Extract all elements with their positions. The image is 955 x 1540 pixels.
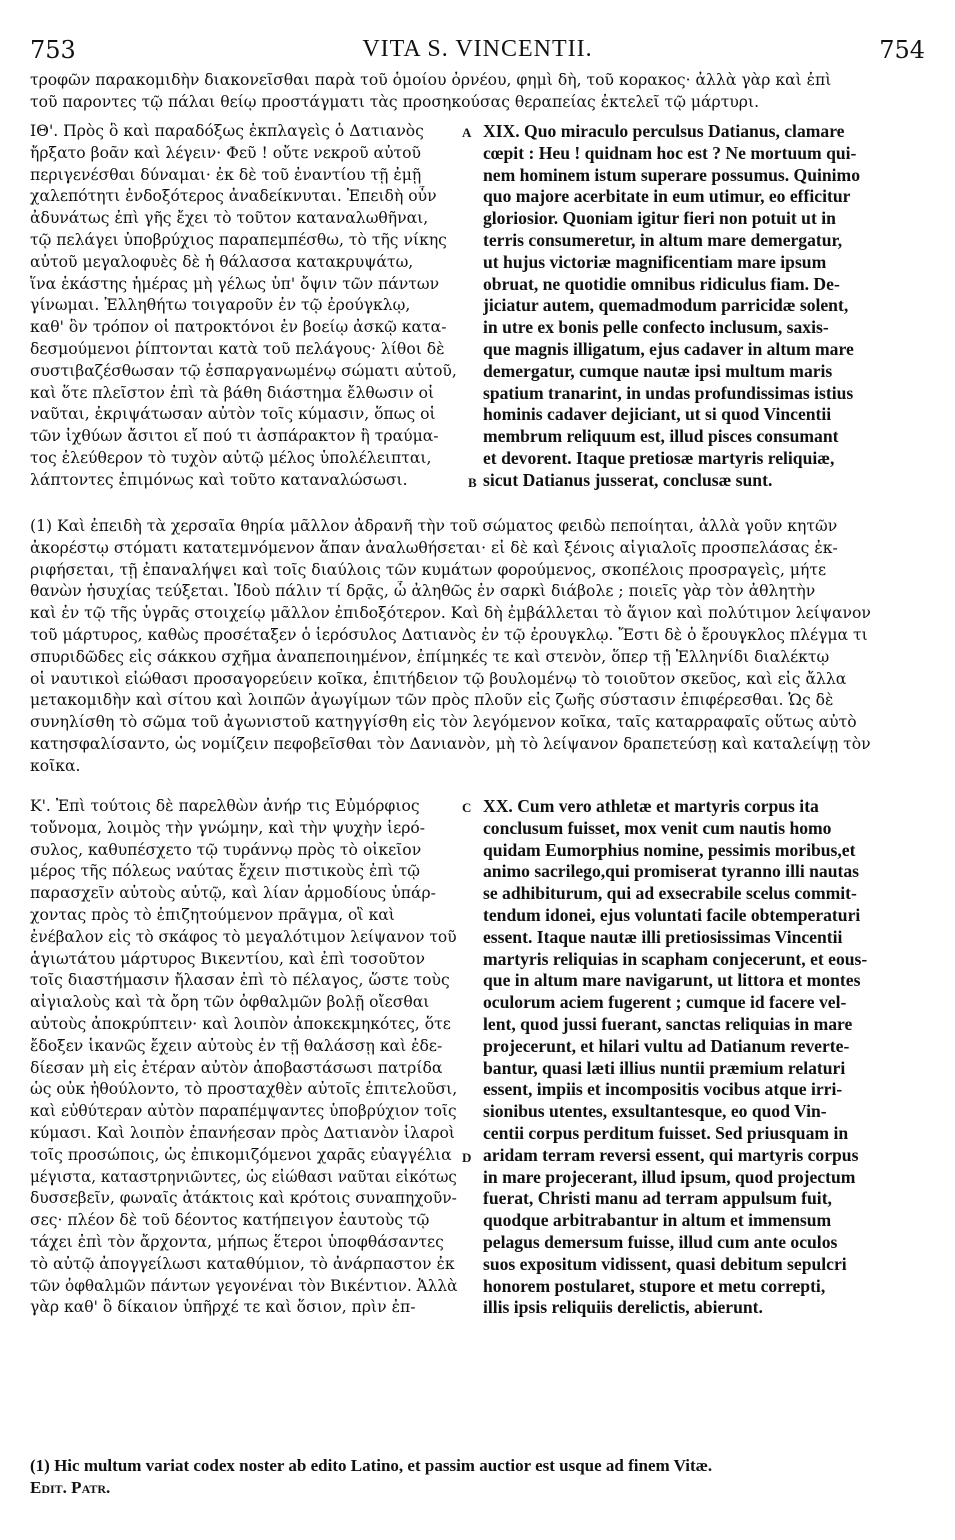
text-line: ἁγιωτάτου μάρτυρος Βικεντίου, καὶ ἐπὶ τοσοῦτον: [30, 949, 425, 968]
text-line: quo majore acerbitate in eum utimur, eo efficitur: [483, 186, 851, 207]
text-line: ἤρξατο βοᾶν καὶ λέγειν· Φεῦ ! οὔτε νεκροῦ αὐτοῦ: [30, 143, 422, 162]
text-line: χοντας πρὸς τὸ ἐπιζητούμενον πρᾶγμα, οἳ καὶ: [30, 905, 395, 924]
text-line: fuerat, Christi manu ad terram appulsum fuit,: [483, 1188, 832, 1209]
text-line: ἔδοξεν ἱκανῶς ἔχειν αὐτοὺς ἐν τῇ θαλάσσῃ καὶ ἐδε-: [30, 1036, 443, 1055]
text-line: συστιβαζέσθωσαν τῷ ἐσπαργανωμένῳ σώματι αὐτοῦ,: [30, 361, 457, 380]
text-line: αὐτοὺς ἀποκρύπτειν· καὶ λοιπὸν ἀποκεκμηκότες, ὅτε: [30, 1014, 451, 1033]
text-line: oculorum aciem fugerent ; cumque id facere vel-: [483, 992, 847, 1013]
text-line: in utre ex bonis pelle confecto inclusum, saxis-: [483, 317, 829, 338]
text-line: τροφῶν παρακομιδὴν διακονεῖσθαι παρὰ τοῦ ὁμοίου ὀρνέου, φημὶ δὴ, τοῦ κορακος· ἀλλὰ γὰρ καὶ ἐπὶ: [30, 71, 832, 89]
text-line: τῷ πελάγει ὑποβρύχιος παραπεμπέσθω, τὸ τῆς νίκης: [30, 230, 447, 249]
text-line: παρασχεῖν αὐτοὺς αὐτῷ, καὶ λίαν ἁρμοδίους ὑπάρ-: [30, 884, 436, 903]
text-line: σπυριδῶδες εἰς σάκκου σχῆμα ἀναπεποιημένον, ἐπίμηκές τε καὶ στενὸν, ὅπερ τῇ Ἑλληνίδι διαλέκτῳ: [30, 647, 830, 666]
text-line: quodque arbitrabantur in altum et immensum: [483, 1210, 832, 1231]
text-line: ΙΘ'. Πρὸς ὃ καὶ παραδόξως ἐκπλαγεὶς ὁ Δατιανὸς: [30, 122, 424, 140]
text-line: quidam Eumorphius nomine, pessimis moribus,et: [483, 839, 856, 860]
page-number-left: 753: [30, 36, 76, 64]
margin-marker-c: C: [462, 800, 472, 815]
note-1-greek: [30, 516, 925, 778]
text-line: terris consumeretur, in altum mare demergatur,: [483, 229, 843, 250]
text-line: gloriosior. Quoniam igitur fieri non potuit ut in: [483, 208, 836, 229]
footnote: [30, 1455, 925, 1499]
text-line: αἰγιαλοὺς καὶ τὰ ὄρη τῶν ὀφθαλμῶν βολῇ οἴεσθαι: [30, 993, 430, 1012]
text-line: essent. Itaque nautæ illi pretiosissimas Vincentii: [483, 926, 843, 947]
text-line: animo sacrilego,qui promiserat tyranno illi nautas: [483, 861, 859, 882]
text-line: (1) Καὶ ἐπειδὴ τὰ χερσαῖα θηρία μᾶλλον ἀδρανῆ τὴν τοῦ σώματος φειδὼ πεποίηται, ἀλλὰ γοῦν κητῶν: [30, 517, 838, 535]
text-line: sicut Datianus jusserat, conclusæ sunt.: [483, 469, 773, 490]
text-line: pelagus demersum fuisse, illud cum ante oculos: [483, 1231, 838, 1252]
text-line: obruat, ne quotidie omnibus ridiculus fiam. De-: [483, 273, 840, 294]
text-line: τῶν ἰχθύων ἄσιτοι εἴ πού τι ἀσπάρακτον ἢ τραύμα-: [30, 427, 439, 446]
text-line: δεσμούμενοι ῥίπτονται κατὰ τοῦ πελάγους· λίθοι δὲ: [30, 339, 445, 358]
text-line: αὐτοῦ μεγαλοφυὲς δὲ ἡ θάλασσα κατακρυψάτω,: [30, 252, 414, 271]
text-line: bantur, quasi læti illius nuntii præmium relaturi: [483, 1057, 846, 1078]
text-line: conclusum fuisset, mox venit cum nautis homo: [483, 817, 832, 838]
top-greek-paragraph: [30, 70, 925, 114]
text-line: demergatur, cumque nautæ ipsi multum maris: [483, 360, 833, 381]
text-line: ἀκορέστῳ στόματι κατατεμνόμενον ἅπαν ἀναλωθήσεται· εἰ δὲ καὶ ξένοις αἰγιαλοῖς προσπελάσας ἐκ-: [30, 538, 838, 557]
text-line: et devorent. Itaque pretiosæ martyris reliquiæ,: [483, 447, 835, 468]
text-line: ut hujus victoriæ magnificentiam mare ipsum: [483, 251, 827, 272]
section-20-latin: [483, 796, 925, 1319]
text-line: cœpit : Heu ! quidnam hoc est ? Ne mortuum qui-: [483, 142, 857, 163]
text-line: martyris reliquias in scapham conjecerunt, et eous-: [483, 948, 868, 969]
text-line: λάπτοντες ἐπιμόνως καὶ τοῦτο καταναλώσωσι.: [30, 470, 408, 489]
text-line: XIX. Quo miraculo perculsus Datianus, clamare: [483, 121, 845, 141]
text-line: καὶ ὅτε πλεῖστον ἐπὶ τὰ βάθη διάστημα ἔλθωσιν οἱ: [30, 383, 435, 402]
text-line: καθ' ὃν τρόπον οἱ πατροκτόνοι ἐν βοείῳ ἀσκῷ κατα-: [30, 318, 447, 337]
text-line: χαλεπότητι ἐνδοξότερος ἀναδείκνυται. Ἐπειδὴ οὖν: [30, 187, 437, 206]
text-line: illis ipsis reliquiis derelictis, abierunt.: [483, 1297, 763, 1318]
text-line: projecerunt, et hilari vultu ad Datianum reverte-: [483, 1035, 850, 1056]
text-line: que in altum mare navigarunt, ut littora et montes: [483, 970, 861, 991]
text-line: γίνωμαι. Ἐλληθήτω τοιγαροῦν ἐν τῷ ἐρούγκλῳ,: [30, 296, 411, 315]
footnote-signature: Edit. Patr.: [30, 1478, 111, 1497]
text-line: μέρος τῆς πόλεως ναύτας ἔχειν πιστικοὺς ἐπὶ τῷ: [30, 862, 420, 881]
text-line: κύμασι. Καὶ λοιπὸν ἐπανήεσαν πρὸς Δατιανὸν ἱλαροὶ: [30, 1123, 455, 1142]
section-20-greek: [30, 796, 457, 1319]
text-line: κατησφαλίσαντο, ὡς νομίζειν πεφοβεῖσθαι τὸν Δανιανὸν, μὴ τὸ λείψανον δραπετεύσῃ καὶ καταλείψῃ τὸν: [30, 734, 871, 753]
page-number-right: 754: [879, 36, 925, 64]
text-line: τοῦ παροντες τῷ πάλαι θείῳ προστάγματι τὰς προσηκούσας θεραπείας ἐκτελεῖ τῷ μάρτυρι.: [30, 92, 760, 111]
text-line: hominis cadaver dejiciant, ut si quod Vincentii: [483, 404, 832, 425]
text-line: essent, impiis et incompositis vocibus atque irri-: [483, 1079, 843, 1100]
text-line: δίεσαν μὴ εἰς ἑτέραν αὐτὸν ἀποβαστάσωσι πατρίδα: [30, 1058, 443, 1077]
text-line: τοὔνομα, λοιμὸς τὴν γνώμην, καὶ τὴν ψυχὴν ἱερό-: [30, 818, 426, 837]
text-line: μέγιστα, καταστρηνιῶντες, ὡς εἰώθασι ναῦται εἰκότως: [30, 1167, 457, 1186]
text-line: spatium tranarint, in undas profundissimas istius: [483, 382, 854, 403]
text-line: ναῦται, ἐκριψάτωσαν αὐτὸν τοῖς κύμασιν, ὅπως οἱ: [30, 405, 436, 424]
text-line: τάχει ἐπὶ τὸν ἄρχοντα, μήπως ἕτεροι ὑποφθάσαντες: [30, 1232, 444, 1251]
section-19-latin: [483, 121, 925, 492]
text-line: κοῖκα.: [30, 756, 81, 775]
margin-marker-d: D: [462, 1150, 472, 1165]
text-line: tendum idonei, ejus voluntati facile obtemperaturi: [483, 904, 861, 925]
text-line: se adhibiturum, qui ad exsecrabile scelus commit-: [483, 883, 857, 904]
margin-marker-b: B: [468, 475, 477, 490]
footnote-text: (1) Hic multum variat codex noster ab edito Latino, et passim auctior est usque ad finem Vitæ.: [30, 1456, 713, 1475]
text-line: centii corpus perditum fuisset. Sed priusquam in: [483, 1122, 849, 1143]
text-line: θανὼν ἡσυχίας τεύξεται. Ἰδοὺ πάλιν τί δρᾷς, ὦ ἀληθῶς ἐν σαρκὶ διάβολε ; ποιεῖς γὰρ τὸν ἀθλητὴν: [30, 582, 816, 601]
text-line: XX. Cum vero athletæ et martyris corpus ita: [483, 796, 819, 816]
text-line: περιγενέσθαι δύναμαι· ἐκ δὲ τοῦ ἐναντίου τῇ ἐμῇ: [30, 165, 422, 184]
text-line: nem hominem istum superare possumus. Quinimo: [483, 164, 861, 185]
text-line: συλος, καθυπέσχετο τῷ τυράννῳ πρὸς τὸ οἰκεῖον: [30, 840, 422, 859]
text-line: καὶ εὐθύτεραν αὐτὸν παραπέμψαντες ὑποβρύχιον τοῖς: [30, 1102, 457, 1121]
text-line: τῶν ὀφθαλμῶν πάντων γεγονέναι τὸν Βικέντιον. Ἀλλὰ: [30, 1276, 458, 1295]
text-line: ριφήσεται, τῇ ἐπαναλήψει καὶ τοῖς διαύλοις τῶν κυμάτων φορούμενος, σκοπέλοις προσραγεὶς, μήτε: [30, 560, 827, 579]
text-line: τοῦ μάρτυρος, καθὼς προσέταξεν ὁ ἱερόσυλος Δατιανὸς ἐν τῷ ἐρουγκλῳ. Ἔστι δὲ ὁ ἔρουγκλος πλέγμα τι: [30, 625, 868, 644]
text-line: μετακομιδὴν καὶ σίτου καὶ λοιπῶν ἀγωγίμων τῶν πρὸς πλοῦν εἰς ζωῆς σύστασιν ἐπιφέρεσθαι. Ὡς δὲ: [30, 691, 834, 710]
text-line: γὰρ καθ' ὃ δίκαιον ὑπῆρχέ τε καὶ ὅσιον, πρὶν ἐπ-: [30, 1298, 416, 1317]
text-line: συνηλίσθη τὸ σῶμα τοῦ ἀγωνιστοῦ κατηγγίσθη εἰς τὸν λεγόμενον κοῖκα, ταῖς καταρραφαῖς οὕτως αὐτὸ: [30, 713, 857, 732]
text-line: honorem postularet, stupore et metu correpti,: [483, 1275, 826, 1296]
text-line: τοῖς διαστήμασιν ἤλασαν ἐπὶ τὸ πέλαγος, ὥστε τοὺς: [30, 971, 450, 990]
text-line: ἐνέβαλον εἰς τὸ σκάφος τὸ μεγαλότιμον λείψανον τοῦ: [30, 927, 457, 946]
text-line: τὸ αὐτῷ ἀπογγείλωσι καταθύμιον, τὸ ἀνάρπαστον ἐκ: [30, 1254, 455, 1273]
text-line: ἀδυνάτως ἐπὶ γῆς ἔχει τὸ τοῦτον καταναλωθῆναι,: [30, 209, 429, 228]
margin-marker-a: A: [462, 125, 472, 140]
text-line: τοῖς προσώποις, ὡς ἐπικομιζόμενοι χαρᾶς εὐαγγέλια: [30, 1145, 452, 1164]
text-line: in mare projecerant, illud ipsum, quod projectum: [483, 1166, 856, 1187]
text-line: σες· πλέον δὲ τοῦ δέοντος κατήπειγον ἑαυτοὺς τῷ: [30, 1211, 430, 1230]
page-header: [30, 36, 925, 64]
text-line: ὡς οὐκ ἠθούλοντο, τὸ προσταχθὲν αὐτοῖς ἐπιτελοῦσι,: [30, 1080, 457, 1099]
text-line: que magnis illigatum, ejus cadaver in altum mare: [483, 338, 854, 359]
text-line: sionibus utentes, exsultantesque, eo quod Vin-: [483, 1101, 827, 1122]
text-line: lent, quod jussi fuerant, sanctas reliquias in mare: [483, 1013, 853, 1034]
text-line: membrum reliquum est, illud pisces consumant: [483, 426, 839, 447]
text-line: Κ'. Ἐπὶ τούτοις δὲ παρελθὼν ἀνήρ τις Εὐμόρφιος: [30, 797, 420, 815]
text-line: τος ἐλεύθερον τὸ τυχὸν αὐτῷ μέλος ὑπολέλειπται,: [30, 448, 432, 467]
text-line: οἱ ναυτικοὶ εἰώθασι προσαγορεύειν κοῖκα, ἐπιτήδειον τῷ βουλομένῳ τὸ τοιοῦτον σκεῦος, καὶ εἰς ἄλλα: [30, 669, 847, 688]
text-line: δυσσεβεῖν, φωναῖς ἀτάκτοις καὶ κρότοις συναπηχοῦν-: [30, 1189, 457, 1208]
running-head: VITA S. VINCENTII.: [362, 36, 593, 62]
text-line: suos expositum vidissent, quasi debitum sepulcri: [483, 1253, 847, 1274]
text-line: aridam terram reversi essent, qui martyris corpus: [483, 1144, 859, 1165]
text-line: καὶ ἐν τῷ τῆς ὑγρᾶς στοιχείῳ μᾶλλον ἐπιδοξότερον. Καὶ δὴ ἐμβάλλεται τὸ ἅγιον καὶ πολύτιμον λείψανον: [30, 604, 871, 623]
text-line: jiciatur autem, quemadmodum parricidæ solent,: [483, 295, 849, 316]
section-19-greek: [30, 121, 457, 492]
text-line: ἵνα ἑκάστης ἡμέρας μὴ γέλως ὑπ' ὄψιν τῶν πάντων: [30, 274, 440, 293]
